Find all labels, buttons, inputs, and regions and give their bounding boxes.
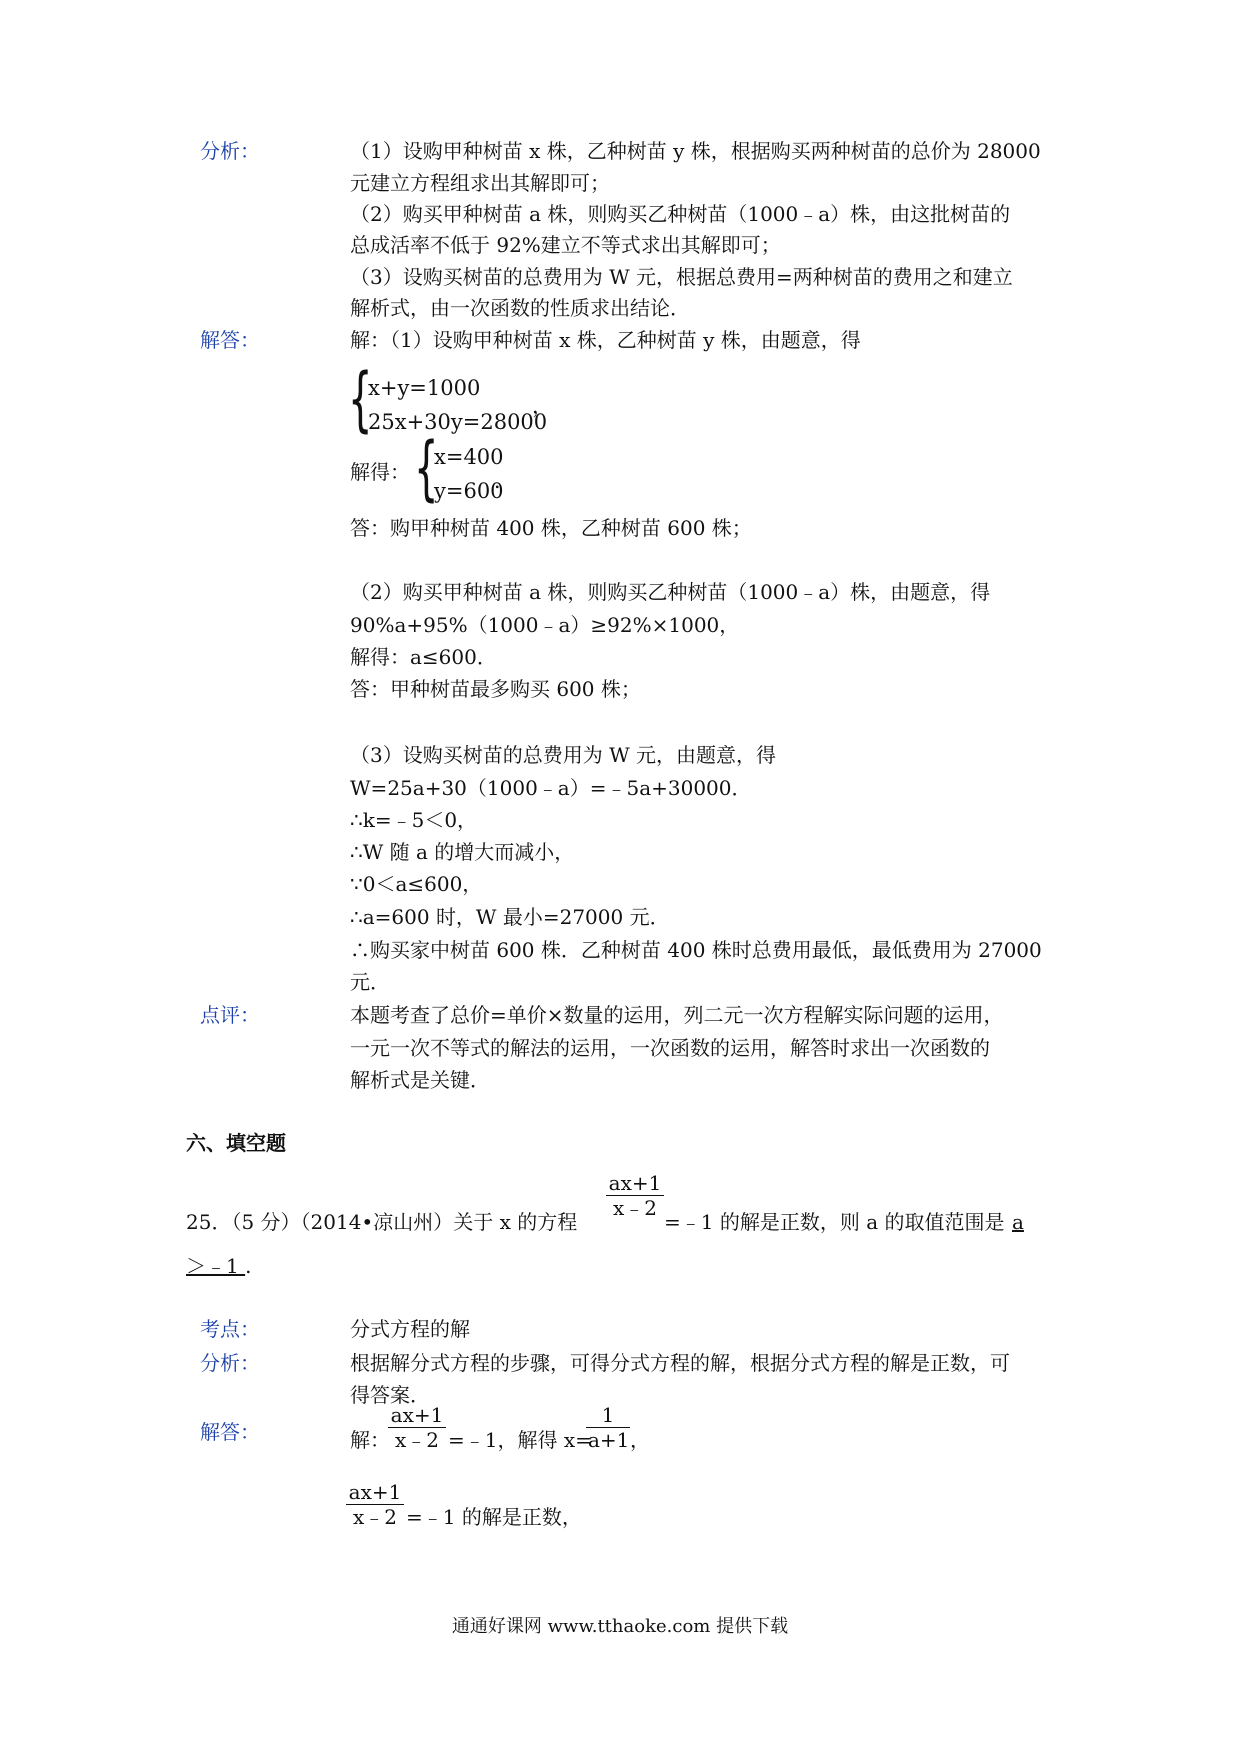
system1-eq2: 25x+30y=28000	[368, 410, 548, 434]
answer-part1-conclusion: 答：购甲种树苗 400 株，乙种树苗 600 株；	[350, 516, 752, 540]
answer-intro: 解：（1）设购甲种树苗 x 株，乙种树苗 y 株，由题意，得	[350, 328, 861, 352]
q25-stem-end: .	[245, 1254, 252, 1278]
fraction-denominator: x﹣2	[612, 1196, 657, 1220]
q25-answer-eq1-tail: ，	[630, 1428, 650, 1452]
q25-answer-blank-2: ＞﹣1	[186, 1254, 246, 1278]
part3-line-4: ∴W 随 a 的增大而减小，	[350, 840, 575, 864]
analysis-line-2: 元建立方程组求出其解即可；	[350, 171, 610, 195]
fraction-numerator: ax+1	[346, 1480, 404, 1505]
q25-answer-eq1-mid: =﹣1，解得 x=	[448, 1428, 592, 1452]
fraction-denominator: a+1	[588, 1428, 630, 1452]
point-label: 考点：	[200, 1317, 260, 1341]
q25-solution-fraction	[586, 1403, 630, 1452]
part2-line-3: 解得：a≤600．	[350, 645, 497, 669]
part3-line-8: 元．	[350, 970, 390, 994]
solve-prefix: 解得：	[350, 460, 410, 484]
part2-line-1: （2）购买甲种树苗 a 株，则购买乙种树苗（1000﹣a）株，由题意，得	[350, 580, 991, 604]
point-text: 分式方程的解	[350, 1317, 470, 1341]
analysis-line-1: （1）设购甲种树苗 x 株，乙种树苗 y 株，根据购买两种树苗的总价为 28000	[350, 139, 1041, 163]
fraction-numerator: ax+1	[388, 1403, 446, 1428]
part3-line-7: ∴购买家中树苗 600 株．乙种树苗 400 株时总费用最低，最低费用为 27000	[350, 938, 1042, 962]
analysis-line-6: 解析式，由一次函数的性质求出结论．	[350, 296, 690, 320]
q25-answer-fraction-2	[346, 1480, 404, 1529]
comment-line-2: 一元一次不等式的解法的运用，一次函数的运用，解答时求出一次函数的	[350, 1036, 990, 1060]
q25-analysis-label: 分析：	[200, 1351, 260, 1375]
part3-line-2: W=25a+30（1000﹣a）=﹣5a+30000．	[350, 776, 752, 800]
analysis-line-3: （2）购买甲种树苗 a 株，则购买乙种树苗（1000﹣a）株，由这批树苗的	[350, 202, 1011, 226]
q25-stem-fraction	[606, 1171, 664, 1220]
system1-tail: ，	[532, 394, 553, 418]
q25-analysis-line-1: 根据解分式方程的步骤，可得分式方程的解，根据分式方程的解是正数，可	[350, 1351, 1010, 1375]
comment-line-1: 本题考查了总价=单价×数量的运用，列二元一次方程解实际问题的运用，	[350, 1003, 1004, 1027]
comment-label: 点评：	[200, 1003, 260, 1027]
q25-stem-prefix: 25．（5 分）（2014•凉山州）关于 x 的方程	[186, 1210, 578, 1234]
fraction-denominator: x﹣2	[352, 1505, 397, 1529]
part2-line-4: 答：甲种树苗最多购买 600 株；	[350, 677, 641, 701]
q25-stem-mid: =﹣1 的解是正数，则 a 的取值范围是	[664, 1210, 1005, 1234]
q25-answer-label: 解答：	[200, 1420, 260, 1444]
q25-answer-eq2-mid: =﹣1 的解是正数，	[406, 1505, 582, 1529]
part3-line-5: ∵0＜a≤600，	[350, 872, 483, 896]
q25-answer-blank-1: a	[1012, 1210, 1024, 1234]
left-brace-icon: {	[414, 427, 439, 509]
part2-line-2: 90%a+95%（1000﹣a）≥92%×1000，	[350, 613, 740, 637]
left-brace-icon: {	[348, 358, 373, 440]
fraction-denominator: x﹣2	[394, 1428, 439, 1452]
system2-eq2: y=600	[434, 479, 504, 503]
q25-stem-line-2	[186, 1252, 251, 1280]
part3-line-6: ∴a=600 时，W 最小=27000 元．	[350, 905, 670, 929]
q25-answer-fraction-1	[388, 1403, 446, 1452]
system2-eq1: x=400	[434, 445, 504, 469]
analysis-label: 分析：	[200, 139, 260, 163]
part3-line-3: ∴k=﹣5＜0，	[350, 808, 478, 832]
analysis-line-4: 总成活率不低于 92%建立不等式求出其解即可；	[350, 233, 781, 257]
system2-tail: ．	[494, 469, 515, 493]
q25-answer-prefix: 解：	[350, 1428, 390, 1452]
answer-label: 解答：	[200, 328, 260, 352]
part3-line-1: （3）设购买树苗的总费用为 W 元，由题意，得	[350, 743, 776, 767]
page-footer: 通通好课网 www.tthaoke.com 提供下载	[451, 1616, 789, 1637]
system1-eq1: x+y=1000	[368, 376, 481, 400]
fraction-numerator: 1	[586, 1403, 630, 1428]
fraction-numerator: ax+1	[606, 1171, 664, 1196]
analysis-line-5: （3）设购买树苗的总费用为 W 元，根据总费用=两种树苗的费用之和建立	[350, 265, 1013, 289]
comment-line-3: 解析式是关键．	[350, 1068, 490, 1092]
section-title: 六、填空题	[186, 1131, 286, 1155]
q25-analysis-line-2: 得答案．	[350, 1383, 430, 1407]
